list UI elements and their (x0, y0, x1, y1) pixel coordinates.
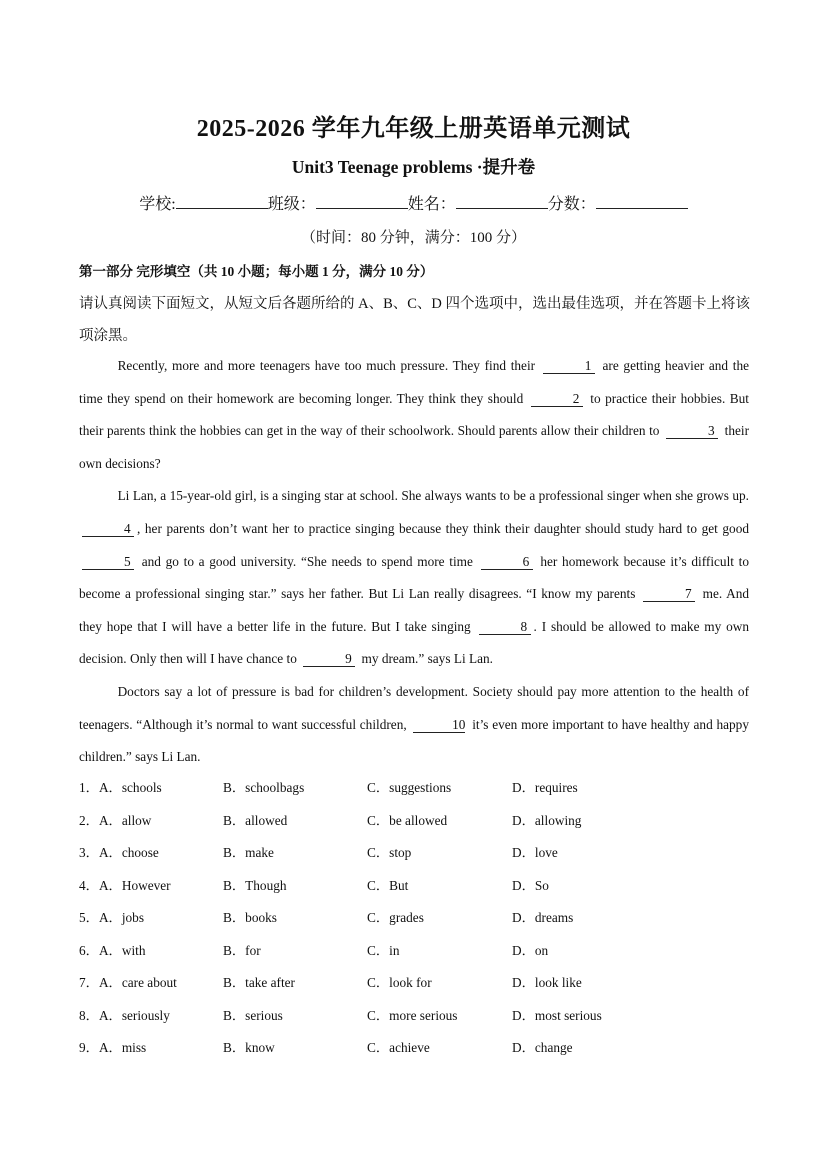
option-c[interactable]: C．achieve (367, 1040, 430, 1055)
passage-text: Li Lan, a 15-year-old girl, is a singing star at school. She always wants to be a professional singer when she grows up. (117, 488, 749, 504)
option-d[interactable]: D．So (512, 877, 549, 893)
paragraph-1 (79, 350, 749, 480)
answer-options (79, 776, 759, 1069)
passage-text: my dream.” says Li Lan. (361, 651, 493, 667)
option-row-5 (79, 906, 759, 939)
option-c[interactable]: C．in (367, 942, 400, 958)
option-d[interactable]: D．look like (512, 975, 582, 990)
option-c[interactable]: C．grades (367, 910, 424, 925)
blank-1: 1 (543, 358, 595, 374)
option-b[interactable]: B．Though (223, 877, 287, 893)
score-label: 分数： (547, 196, 596, 213)
option-a[interactable]: 6．A．with (79, 942, 146, 958)
option-row-9 (79, 1036, 759, 1069)
blank-5: 5 (82, 554, 134, 570)
blank-7: 7 (643, 586, 695, 602)
passage-text: me. And they hope that I will have a better life in the future. But I take singing (79, 586, 750, 634)
paragraph-2 (79, 480, 749, 676)
option-d[interactable]: D．change (512, 1040, 573, 1055)
blank-10: 10 (413, 717, 465, 733)
option-b[interactable]: B．for (223, 942, 261, 958)
option-b[interactable]: B．schoolbags (223, 780, 305, 795)
blank-2: 2 (531, 391, 583, 407)
school-blank (176, 194, 268, 209)
option-a[interactable]: 8．A．seriously (79, 1007, 170, 1023)
time-info: （时间：80 分钟，满分：100 分） (300, 230, 526, 246)
option-d[interactable]: D．love (512, 845, 558, 860)
passage-text: are getting heavier and the time they spend on their homework are becoming longer. They think they should (79, 358, 750, 406)
student-info-line (0, 191, 827, 214)
exam-subtitle: Unit3 Teenage problems ·提升卷 (291, 157, 536, 177)
school-label: 学校: (139, 196, 176, 213)
section-title: 第一部分 完形填空（共 10 小题；每小题 1 分，满分 10 分） (79, 264, 434, 279)
name-label: 姓名： (407, 196, 456, 213)
option-b[interactable]: B．serious (223, 1007, 283, 1023)
blank-6: 6 (481, 554, 533, 570)
option-b[interactable]: B．books (223, 910, 277, 925)
passage-text: her homework because it’s difficult to become a professional singing star.” says her father. But Li Lan really disagrees. “I know my parents (79, 553, 750, 602)
passage-text: and go to a good university. “She needs to spend more time (141, 553, 473, 569)
passage-text: . I should be allowed to make my own decision. Only then will I have chance to (79, 618, 750, 667)
option-row-4 (79, 874, 759, 907)
option-d[interactable]: D．dreams (512, 910, 574, 925)
option-c[interactable]: C．suggestions (367, 780, 452, 795)
option-d[interactable]: D．allowing (512, 812, 582, 828)
blank-3: 3 (666, 423, 718, 439)
exam-title: 2025-2026 学年九年级上册英语单元测试 (196, 116, 631, 142)
option-row-3 (79, 841, 759, 874)
option-b[interactable]: B．take after (223, 975, 295, 990)
class-label: 班级： (267, 196, 316, 213)
passage-text: , her parents don’t want her to practice singing because they think their daughter should study hard to get good (137, 520, 749, 536)
option-b[interactable]: B．allowed (223, 812, 288, 828)
option-d[interactable]: D．most serious (512, 1007, 602, 1023)
passage-text: their own decisions? (79, 423, 750, 471)
cloze-passage (79, 350, 749, 774)
option-row-1 (79, 776, 759, 809)
passage-text: it’s even more important to have healthy and happy children.” says Li Lan. (79, 716, 749, 765)
class-blank (316, 194, 408, 209)
option-c[interactable]: C．stop (367, 845, 412, 860)
passage-text: Recently, more and more teenagers have too much pressure. They find their (117, 358, 536, 373)
option-a[interactable]: 2．A．allow (79, 812, 152, 828)
option-a[interactable]: 1．A．schools (79, 780, 162, 795)
section-instruction: 请认真阅读下面短文，从短文后各题所给的 A、B、C、D 四个选项中，选出最佳选项，并在答题卡上将该项涂黑。 (79, 296, 751, 344)
blank-4: 4 (82, 521, 134, 537)
blank-8: 8 (479, 619, 531, 635)
blank-9: 9 (303, 651, 355, 667)
option-c[interactable]: C．more serious (367, 1007, 458, 1023)
option-c[interactable]: C．look for (367, 975, 432, 990)
option-row-8 (79, 1004, 759, 1037)
passage-text: Doctors say a lot of pressure is bad for children’s development. Society should pay more attention to the health of teenagers. “Although it’s normal to want successful children, (79, 683, 749, 732)
option-d[interactable]: D．requires (512, 780, 578, 795)
passage-text: to practice their hobbies. But their parents think the hobbies can get in the way of their schoolwork. Should parents allow their children to (79, 390, 749, 439)
option-row-2 (79, 809, 759, 842)
option-c[interactable]: C．be allowed (367, 812, 448, 828)
option-a[interactable]: 9．A．miss (79, 1040, 147, 1055)
option-row-7 (79, 971, 759, 1004)
option-b[interactable]: B．know (223, 1040, 275, 1055)
option-row-6 (79, 939, 759, 972)
option-a[interactable]: 3．A．choose (79, 845, 159, 860)
option-a[interactable]: 5．A．jobs (79, 910, 145, 925)
score-blank (596, 194, 688, 209)
option-a[interactable]: 7．A．care about (79, 975, 177, 990)
option-c[interactable]: C．But (367, 877, 409, 893)
option-b[interactable]: B．make (223, 845, 274, 860)
option-a[interactable]: 4．A．However (79, 877, 171, 893)
option-d[interactable]: D．on (512, 942, 549, 958)
name-blank (456, 194, 548, 209)
paragraph-3 (79, 676, 749, 774)
